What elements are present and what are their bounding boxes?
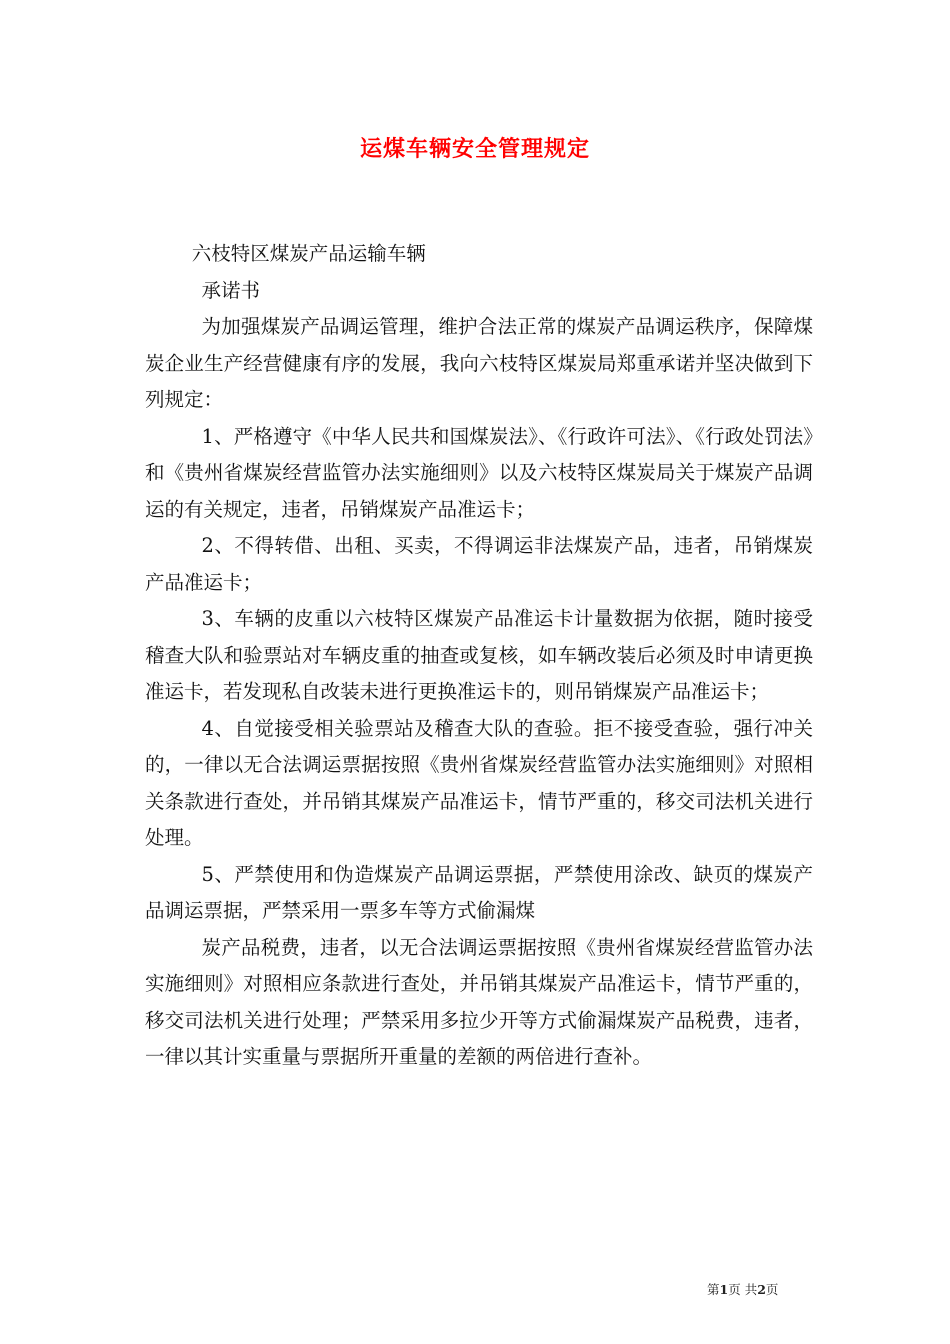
footer-total-pages: 2 xyxy=(757,1282,766,1297)
footer-current-page: 1 xyxy=(719,1282,729,1297)
document-body xyxy=(145,236,813,1076)
paragraph-clause-5-continued: 炭产品税费，违者，以无合法调运票据按照《贵州省煤炭经营监管办法实施细则》对照相应条款进行查处，并吊销其煤炭产品准运卡，情节严重的，移交司法机关进行处理；严禁采用多拉少开等方式偷漏煤炭产品税费，违者，一律以其计实重量与票据所开重量的差额的两倍进行查补。 xyxy=(145,935,813,1068)
paragraph-intro: 为加强煤炭产品调运管理，维护合法正常的煤炭产品调运秩序，保障煤炭企业生产经营健康有序的发展，我向六枝特区煤炭局郑重承诺并坚决做到下列规定： xyxy=(145,315,813,411)
footer-suffix: 页 xyxy=(765,1282,779,1297)
paragraph-clause-1: 1、严格遵守《中华人民共和国煤炭法》、《行政许可法》、《行政处罚法》和《贵州省煤炭经营监管办法实施细则》以及六枝特区煤炭局关于煤炭产品调运的有关规定，违者，吊销煤炭产品准运卡； xyxy=(145,424,813,521)
paragraph-clause-2: 2、不得转借、出租、买卖，不得调运非法煤炭产品，违者，吊销煤炭产品准运卡； xyxy=(145,534,813,594)
paragraph-clause-5: 5、严禁使用和伪造煤炭产品调运票据，严禁使用涂改、缺页的煤炭产品调运票据，严禁采用一票多车等方式偷漏煤 xyxy=(145,862,813,922)
footer-middle: 页 共 xyxy=(728,1282,758,1297)
paragraph-clause-3: 3、车辆的皮重以六枝特区煤炭产品准运卡计量数据为依据，随时接受稽查大队和验票站对车辆皮重的抽查或复核，如车辆改装后必须及时申请更换准运卡，若发现私自改装未进行更换准运卡的，则吊销煤炭产品准运卡； xyxy=(145,607,813,703)
page-number-footer xyxy=(707,1280,778,1298)
paragraph-clause-4: 4、自觉接受相关验票站及稽查大队的查验。拒不接受查验，强行冲关的，一律以无合法调运票据按照《贵州省煤炭经营监管办法实施细则》对照相关条款进行查处，并吊销其煤炭产品准运卡，情节严重的，移交司法机关进行处理。 xyxy=(145,716,813,849)
paragraph-subtitle: 承诺书 xyxy=(201,278,261,302)
page-title: 运煤车辆安全管理规定 xyxy=(359,136,590,162)
footer-prefix: 第 xyxy=(707,1282,720,1297)
paragraph-addressee: 六枝特区煤炭产品运输车辆 xyxy=(191,242,426,265)
